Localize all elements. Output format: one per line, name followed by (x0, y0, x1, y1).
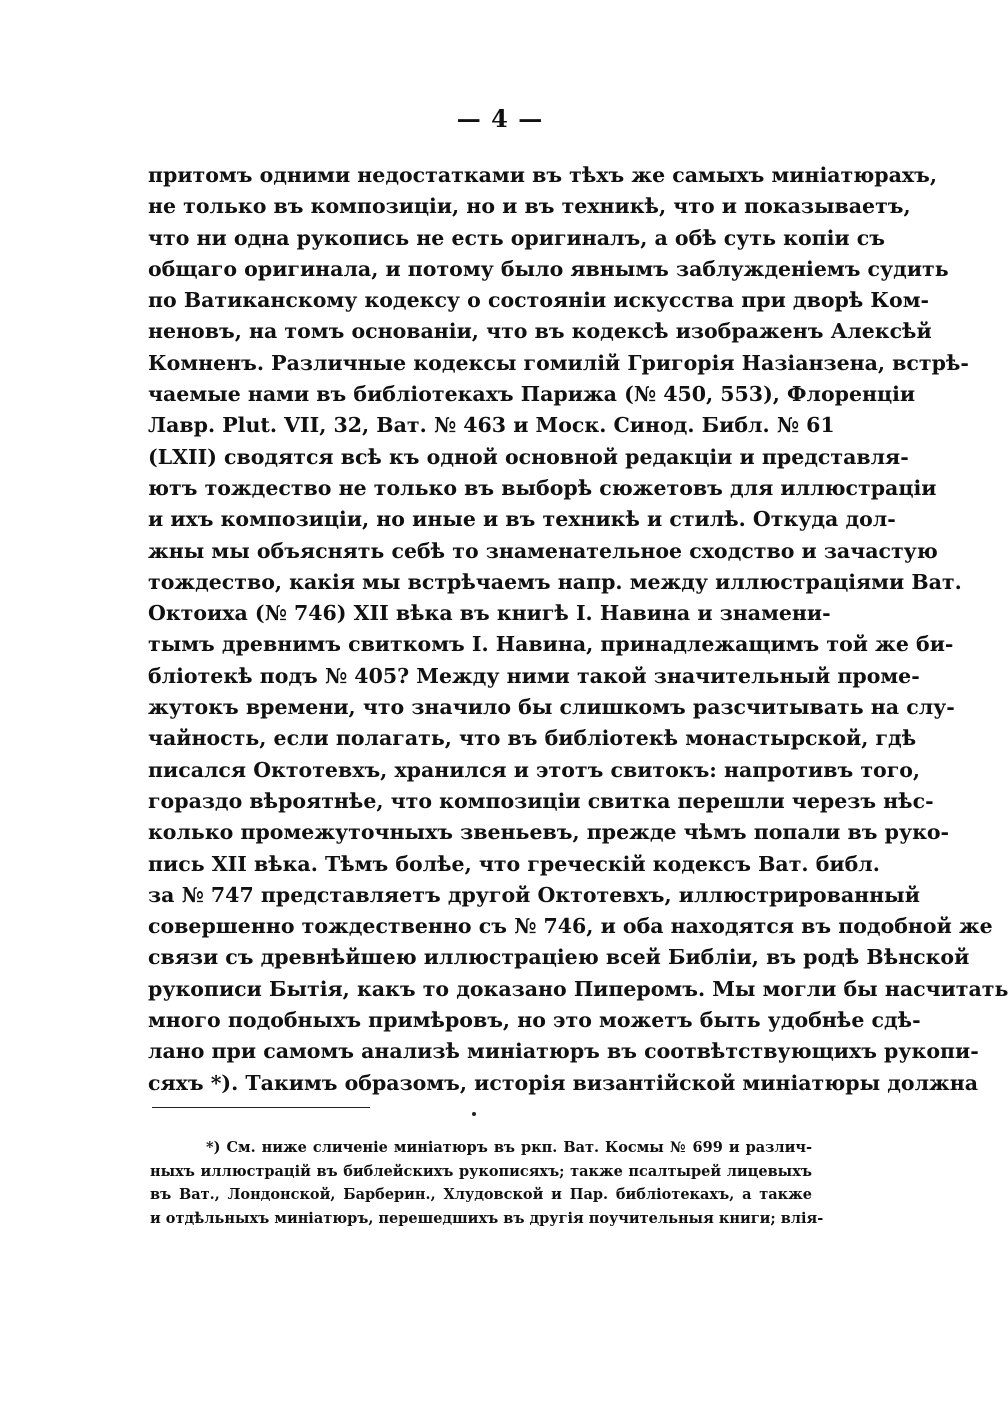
footnote-line: *) См. ниже сличеніе миніатюръ въ ркп. Ват. Космы № 699 и различ- (206, 1139, 812, 1156)
body-line: чайность, если полагать, что въ библіотекѣ монастырской, гдѣ (148, 726, 917, 751)
body-line: тождество, какія мы встрѣчаемъ напр. между иллюстраціями Ват. (148, 569, 962, 594)
body-line: много подобныхъ примѣровъ, но это можетъ быть удобнѣе сдѣ- (148, 1008, 921, 1033)
body-line: жны мы объяснять себѣ то знаменательное сходство и зачастую (148, 538, 938, 563)
body-line: общаго оригинала, и потому было явнымъ заблужденіемъ судить (148, 256, 949, 281)
body-line: пись XII вѣка. Тѣмъ болѣе, что греческій кодексъ Ват. библ. (148, 851, 880, 876)
body-line: совершенно тождественно съ № 746, и оба находятся въ подобной же (148, 914, 993, 939)
body-line: бліотекѣ подъ № 405? Между ними такой значительный проме- (148, 663, 920, 688)
footnote-line: ныхъ иллюстрацій въ библейскихъ рукописяхъ; также псалтырей лицевыхъ (150, 1162, 812, 1180)
body-text (148, 160, 1008, 1099)
body-line: Октоиха (№ 746) XII вѣка въ книгѣ І. Навина и знамени- (148, 601, 831, 626)
body-line: Лавр. Plut. VII, 32, Ват. № 463 и Моск. Синод. Библ. № 61 (148, 413, 835, 438)
body-line: гораздо вѣроятнѣе, что композиціи свитка перешли черезъ нѣс- (148, 788, 934, 813)
body-line: чаемые нами въ библіотекахъ Парижа (№ 450, 553), Флоренціи (148, 382, 916, 407)
body-line: (LXII) сводятся всѣ къ одной основной редакціи и представля- (148, 444, 909, 469)
body-line: по Ватиканскому кодексу о состояніи искусства при дворѣ Ком- (148, 288, 930, 313)
body-line: Комненъ. Различные кодексы гомилій Григорія Назіанзена, встрѣ- (148, 350, 969, 375)
footnote-divider (152, 1107, 370, 1108)
print-speck (472, 1112, 476, 1116)
footnote-line: и отдѣльныхъ миніатюръ, перешедшихъ въ другія поучительныя книги; влія- (150, 1209, 824, 1227)
body-line: рукописи Бытія, какъ то доказано Пиперомъ. Мы могли бы насчитать (148, 976, 1008, 1001)
body-line: не только въ композиціи, но и въ техникѣ, что и показываетъ, (148, 194, 911, 219)
body-line: тымъ древнимъ свиткомъ І. Навина, принадлежащимъ той же би- (148, 632, 954, 657)
body-line: колько промежуточныхъ звеньевъ, прежде чѣмъ попали въ руко- (148, 820, 950, 845)
body-line: что ни одна рукопись не есть оригиналъ, а обѣ суть копіи съ (148, 225, 885, 250)
body-line: и ихъ композиціи, но иные и въ техникѣ и стилѣ. Откуда дол- (148, 507, 896, 532)
body-line: ютъ тождество не только въ выборѣ сюжетовъ для иллюстраціи (148, 475, 937, 500)
page-number: — 4 — (456, 104, 544, 133)
body-line: за № 747 представляетъ другой Октотевхъ, иллюстрированный (148, 882, 920, 907)
body-line: жутокъ времени, что значило бы слишкомъ разсчитывать на слу- (148, 695, 955, 720)
body-line: неновъ, на томъ основаніи, что въ кодексѣ изображенъ Алексѣй (148, 319, 932, 344)
body-line: лано при самомъ анализѣ миніатюръ въ соотвѣтствующихъ рукопи- (148, 1039, 979, 1064)
body-line: притомъ одними недостатками въ тѣхъ же самыхъ миніатюрахъ, (148, 163, 937, 187)
footnote-line: въ Ват., Лондонской, Барберин., Хлудовской и Пар. библіотекахъ, а также (150, 1186, 812, 1203)
body-line: сяхъ *). Такимъ образомъ, исторія византійской миніатюры должна (148, 1070, 979, 1095)
footnotes (150, 1136, 824, 1230)
body-line: связи съ древнѣйшею иллюстраціею всей Библіи, въ родѣ Вѣнской (148, 945, 970, 970)
body-line: писался Октотевхъ, хранился и этотъ свитокъ: напротивъ того, (148, 757, 921, 782)
